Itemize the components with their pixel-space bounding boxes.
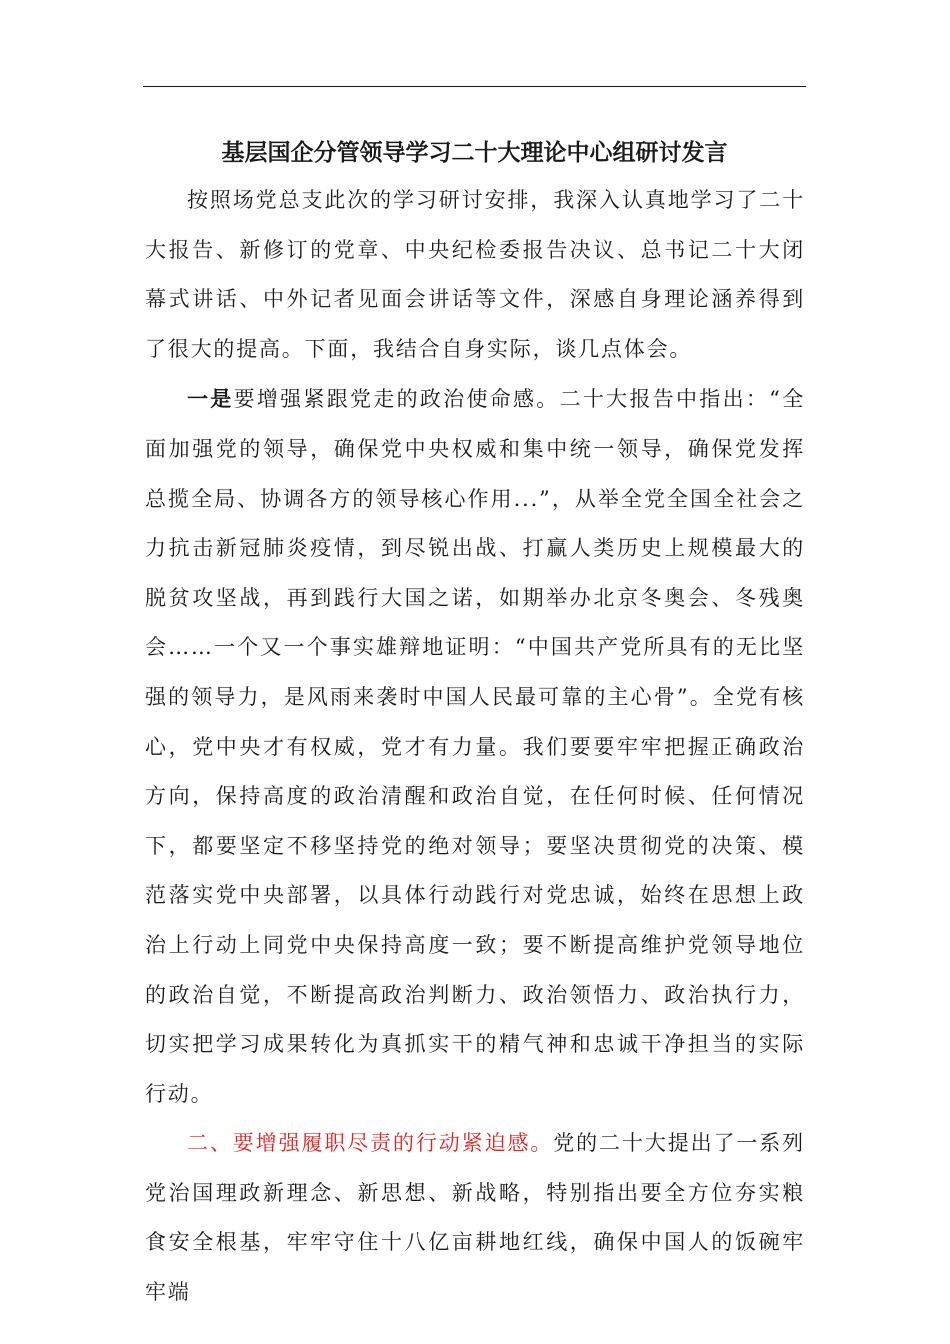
- paragraph-intro-text: 按照场党总支此次的学习研讨安排，我深入认真地学习了二十大报告、新修订的党章、中央纪检委报告决议、总书记二十大闭幕式讲话、中外记者见面会讲话等文件，深感自身理论涵养得到了很大的提高。下面，我结合自身实际，谈几点体会。: [145, 188, 805, 361]
- point-one-lead: 一是: [187, 386, 234, 412]
- paragraph-point-two: [145, 1119, 805, 1317]
- paragraph-point-one: [145, 374, 805, 1119]
- point-two-lead: 二、要增强履职尽责的行动紧迫感。: [187, 1131, 554, 1156]
- header-rule: [143, 86, 806, 87]
- document-title: 基层国企分管领导学习二十大理论中心组研讨发言: [221, 139, 728, 166]
- point-two-text: 党的二十大提出了一系列党治国理政新理念、新思想、新战略，特别指出要全方位夯实粮食安全根基，牢牢守住十八亿亩耕地红线，确保中国人的饭碗牢牢端: [145, 1131, 805, 1305]
- document-body: [145, 176, 805, 1318]
- point-one-text: 要增强紧跟党走的政治使命感。二十大报告中指出：“全面加强党的领导，确保党中央权威和集中统一领导，确保党发挥总揽全局、协调各方的领导核心作用...”，从举全党全国全社会之力抗击新冠肺炎疫情，到尽锐出战、打赢人类历史上规模最大的脱贫攻坚战，再到践行大国之诺，如期举办北京冬奥会、冬残奥会……一个又一个事实雄辩地证明：“中国共产党所具有的无比坚强的领导力，是风雨来袭时中国人民最可靠的主心骨”。全党有核心，党中央才有权威，党才有力量。我们要要牢牢把握正确政治方向，保持高度的政治清醒和政治自觉，在任何时候、任何情况下，都要坚定不移坚持党的绝对领导；要坚决贯彻党的决策、模范落实党中央部署，以具体行动践行对党忠诚，始终在思想上政治上行动上同党中央保持高度一致；要不断提高维护党领导地位的政治自觉，不断提高政治判断力、政治领悟力、政治执行力，切实把学习成果转化为真抓实干的精气神和忠诚干净担当的实际行动。: [145, 387, 805, 1106]
- paragraph-intro: [145, 176, 805, 374]
